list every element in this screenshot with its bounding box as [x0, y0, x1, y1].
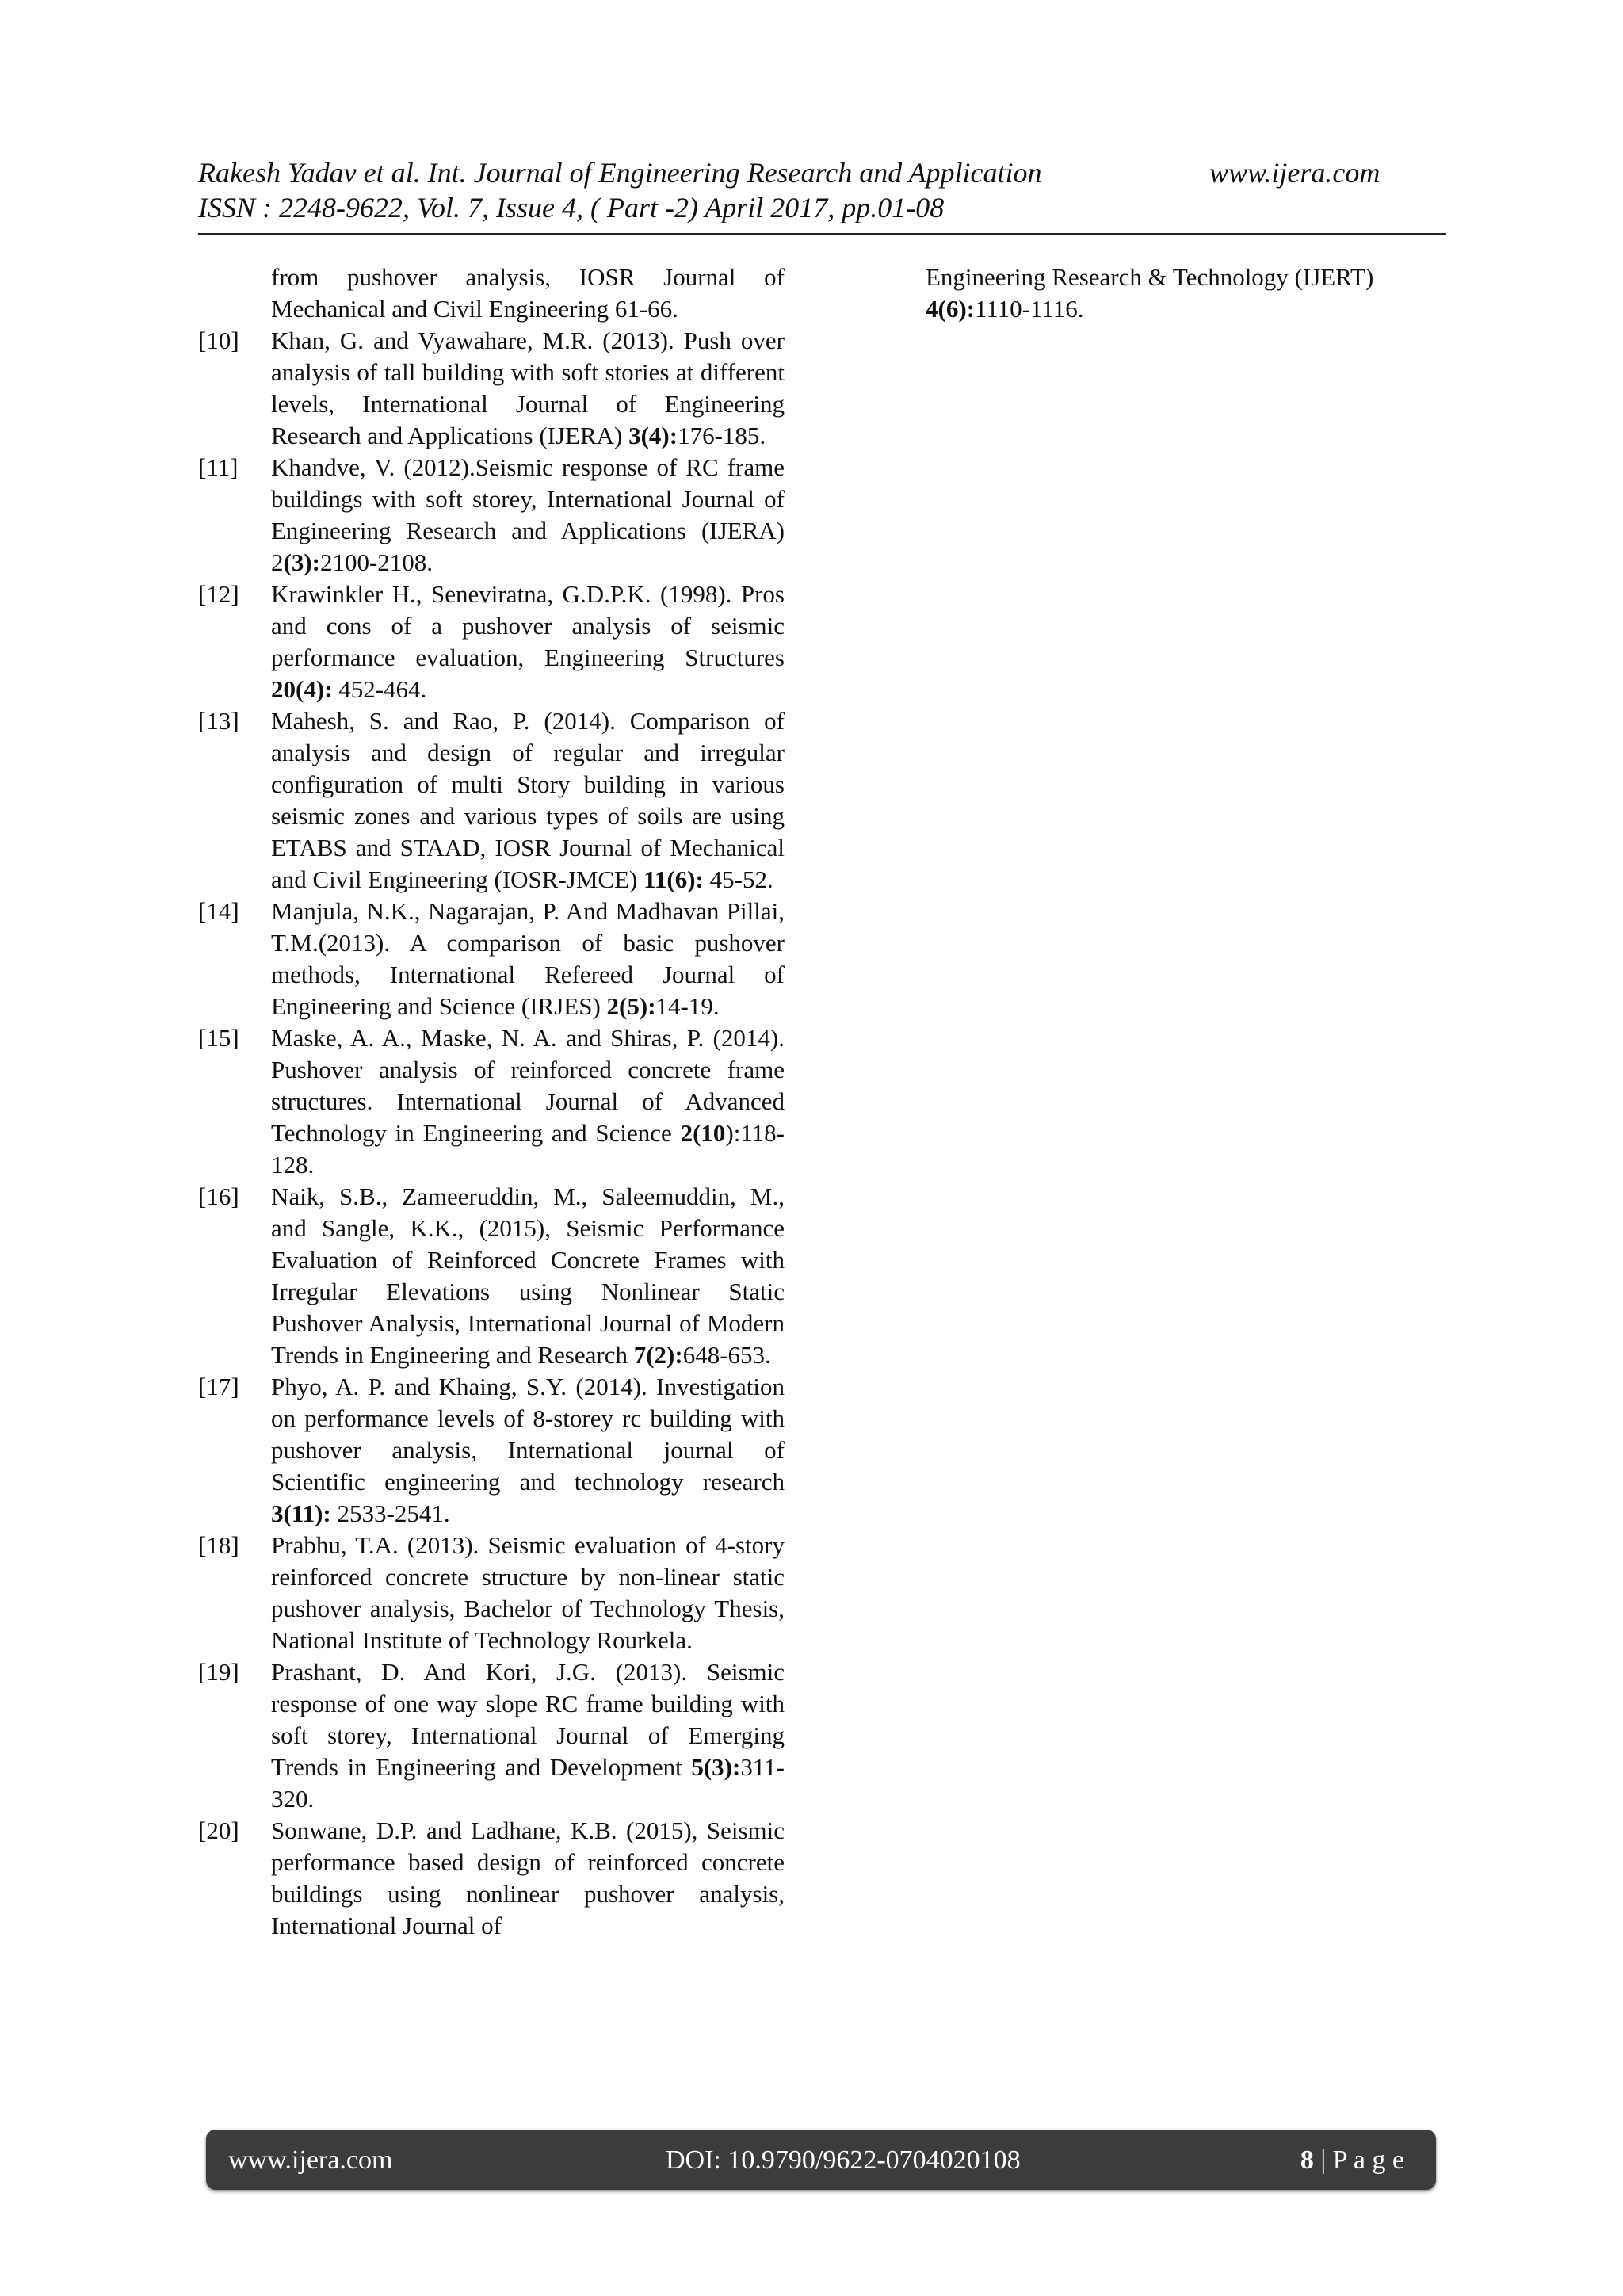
- reference-text: Sonwane, D.P. and Ladhane, K.B. (2015), Seismic performance based design of reinforced concrete buildings using nonlinear pushover analysis, International Journal of: [271, 1817, 785, 1939]
- reference-volume: 11(6):: [643, 865, 704, 893]
- reference-volume: 7(2):: [633, 1341, 683, 1369]
- reference-volume: 5(3):: [691, 1753, 741, 1781]
- reference-number: [13]: [198, 707, 239, 735]
- reference-volume: 20(4):: [271, 675, 333, 703]
- header-authors-journal: Rakesh Yadav et al. Int. Journal of Engineering Research and Application: [198, 157, 1042, 189]
- references-left-column: [198, 262, 785, 1942]
- reference-text: Mahesh, S. and Rao, P. (2014). Comparison of analysis and design of regular and irregular configuration of multi Story building in various seismic zones and various types of soils are using ETABS and STAAD, IOSR Journal of Mechanical and Civil Engineering (IOSR-JMCE) 11(6): 45-52.: [271, 707, 785, 893]
- reference-continued: [198, 262, 785, 325]
- reference-number: [18]: [198, 1531, 239, 1559]
- reference-number: [20]: [198, 1817, 239, 1844]
- reference-12: [198, 579, 785, 705]
- reference-text: Krawinkler H., Seneviratna, G.D.P.K. (1998). Pros and cons of a pushover analysis of seismic performance evaluation, Engineering Structures 20(4): 452-464.: [271, 580, 785, 703]
- reference-text: Khan, G. and Vyawahare, M.R. (2013). Push over analysis of tall building with soft stories at different levels, International Journal of Engineering Research and Applications (IJERA) 3(4):176-185.: [271, 327, 785, 449]
- reference-15: [198, 1022, 785, 1181]
- reference-20: [198, 1815, 785, 1942]
- reference-text: Khandve, V. (2012).Seismic response of RC frame buildings with soft storey, International Journal of Engineering Research and Applications (IJERA) 2(3):2100-2108.: [271, 453, 785, 576]
- reference-10: [198, 325, 785, 452]
- footer-doi: DOI: 10.9790/9622-0704020108: [666, 2145, 1021, 2175]
- reference-volume: (3):: [283, 548, 320, 576]
- reference-number: [16]: [198, 1182, 239, 1210]
- reference-number: [17]: [198, 1373, 239, 1400]
- reference-14: [198, 896, 785, 1022]
- header-issn: ISSN : 2248-9622, Vol. 7, Issue 4, ( Part -2) April 2017, pp.01-08: [198, 192, 945, 223]
- reference-volume: 3(4):: [628, 422, 678, 449]
- footer-website: www.ijera.com: [228, 2145, 393, 2175]
- reference-number: [10]: [198, 327, 239, 354]
- reference-text: Maske, A. A., Maske, N. A. and Shiras, P. (2014). Pushover analysis of reinforced concrete frame structures. International Journal of Advanced Technology in Engineering and Science 2(10):118-128.: [271, 1024, 785, 1179]
- reference-text: from pushover analysis, IOSR Journal of Mechanical and Civil Engineering 61-66.: [271, 263, 785, 323]
- reference-18: [198, 1530, 785, 1656]
- reference-number: [11]: [198, 453, 239, 481]
- reference-number: [12]: [198, 580, 239, 608]
- reference-17: [198, 1371, 785, 1530]
- page-label: | P a g e: [1313, 2145, 1404, 2175]
- reference-volume: 2(10: [680, 1119, 726, 1147]
- reference-number: [15]: [198, 1024, 239, 1052]
- reference-16: [198, 1181, 785, 1371]
- reference-text: Prashant, D. And Kori, J.G. (2013). Seismic response of one way slope RC frame building with soft storey, International Journal of Emerging Trends in Engineering and Development 5(3):311-320.: [271, 1658, 785, 1813]
- running-header: [198, 155, 1442, 225]
- references-right-column: [926, 262, 1441, 325]
- reference-number: [14]: [198, 897, 239, 925]
- reference-volume: 3(11):: [271, 1499, 331, 1527]
- header-divider: [198, 233, 1446, 235]
- reference-number: [19]: [198, 1658, 239, 1686]
- reference-text: Naik, S.B., Zameeruddin, M., Saleemuddin, M., and Sangle, K.K., (2015), Seismic Performance Evaluation of Reinforced Concrete Frames with Irregular Elevations using Nonlinear Static Pushover Analysis, International Journal of Modern Trends in Engineering and Research 7(2):648-653.: [271, 1182, 785, 1369]
- reference-volume: 4(6):: [926, 295, 975, 323]
- reference-text: Prabhu, T.A. (2013). Seismic evaluation of 4-story reinforced concrete structure by non-linear static pushover analysis, Bachelor of Technology Thesis, National Institute of Technology Rourkela.: [271, 1531, 785, 1654]
- header-website: www.ijera.com: [1209, 157, 1381, 189]
- reference-20-continued: Engineering Research & Technology (IJERT) 4(6):1110-1116.: [926, 263, 1374, 323]
- reference-text: Phyo, A. P. and Khaing, S.Y. (2014). Investigation on performance levels of 8-storey rc building with pushover analysis, International journal of Scientific engineering and technology research 3(11): 2533-2541.: [271, 1373, 785, 1527]
- reference-11: [198, 452, 785, 579]
- page-number: 8: [1300, 2145, 1314, 2175]
- reference-volume: 2(5):: [606, 992, 656, 1020]
- reference-19: [198, 1656, 785, 1815]
- footer-page-indicator: [1300, 2145, 1404, 2176]
- reference-text: Manjula, N.K., Nagarajan, P. And Madhavan Pillai, T.M.(2013). A comparison of basic pushover methods, International Refereed Journal of Engineering and Science (IRJES) 2(5):14-19.: [271, 897, 785, 1020]
- reference-13: [198, 705, 785, 896]
- page-footer: [206, 2130, 1436, 2190]
